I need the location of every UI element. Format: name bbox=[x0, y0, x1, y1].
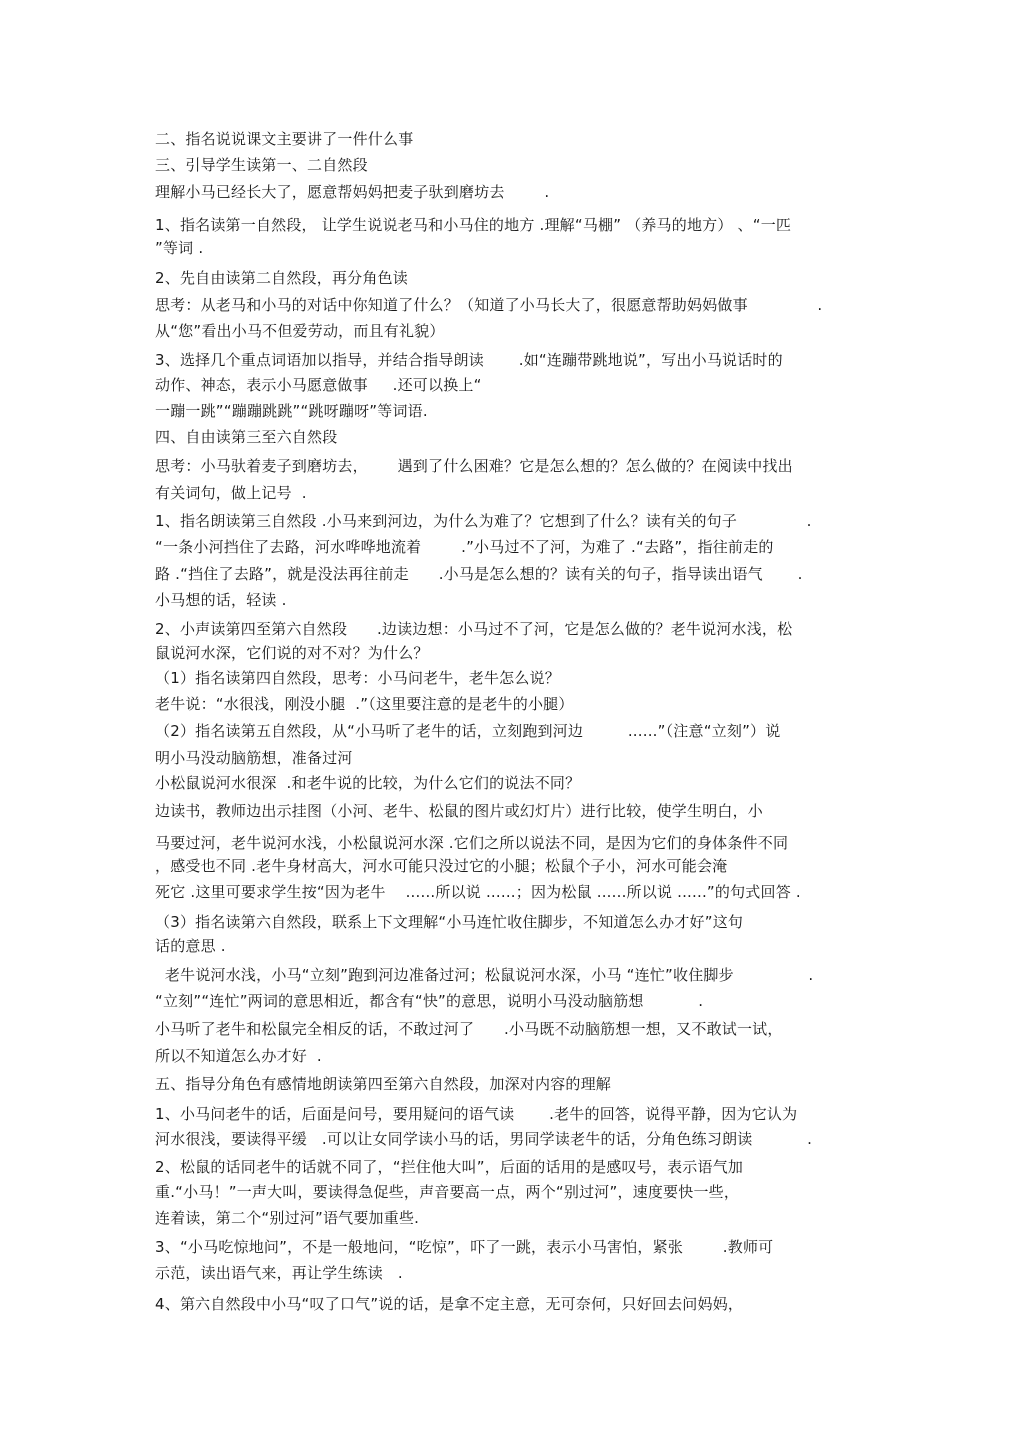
text-line: 示范，读出语气来，再让学生练读 . bbox=[155, 1264, 403, 1282]
text-line: ，感受也不同 .老牛身材高大，河水可能只没过它的小腿；松鼠个子小，河水可能会淹 bbox=[155, 857, 728, 875]
text-line: 3、选择几个重点词语加以指导，并结合指导朗读 .如“连蹦带跳地说”，写出小马说话时的 bbox=[155, 351, 783, 369]
text-line: 鼠说河水深，它们说的对不对？为什么？ bbox=[155, 644, 429, 662]
text-line: 一蹦一跳”“蹦蹦跳跳”“跳呀蹦呀”等词语. bbox=[155, 402, 428, 420]
text-line: 死它 .这里可要求学生按“因为老牛 ......所以说 ......；因为松鼠 ......所以说 ......”的句式回答 . bbox=[155, 883, 801, 901]
text-line: 4、第六自然段中小马“叹了口气”说的话，是拿不定主意，无可奈何，只好回去问妈妈， bbox=[155, 1295, 744, 1313]
text-line: 从“您”看出小马不但爱劳动，而且有礼貌） bbox=[155, 322, 445, 340]
text-line: 话的意思 . bbox=[155, 937, 226, 955]
text-line: 明小马没动脑筋想，准备过河 bbox=[155, 749, 353, 767]
text-line: 1、指名读第一自然段， 让学生说说老马和小马住的地方 .理解“马棚” （养马的地方） 、“一匹 bbox=[155, 216, 792, 234]
text-line: 2、小声读第四至第六自然段 .边读边想：小马过不了河，它是怎么做的？老牛说河水浅，松 bbox=[155, 620, 793, 638]
text-line: 理解小马已经长大了，愿意帮妈妈把麦子驮到磨坊去 . bbox=[155, 183, 550, 201]
text-line: 动作、神态，表示小马愿意做事 .还可以换上“ bbox=[155, 376, 482, 394]
text-line: 重.“小马！”一声大叫，要读得急促些，声音要高一点，两个“别过河”，速度要快一些， bbox=[155, 1183, 740, 1201]
text-line: ”等词 . bbox=[155, 239, 204, 257]
text-line: 马要过河，老牛说河水浅，小松鼠说河水深 .它们之所以说法不同，是因为它们的身体条件不同 bbox=[155, 834, 789, 852]
text-line: 所以不知道怎么办才好 . bbox=[155, 1047, 322, 1065]
text-line: （2）指名读第五自然段，从“小马听了老牛的话，立刻跑到河边 ......”（注意“立刻”）说 bbox=[155, 722, 781, 740]
text-line: 二、指名说说课文主要讲了一件什么事 bbox=[155, 130, 414, 148]
text-line: 小松鼠说河水很深 .和老牛说的比较，为什么它们的说法不同？ bbox=[155, 774, 581, 792]
text-line: 有关词句，做上记号 . bbox=[155, 484, 307, 502]
text-line: （3）指名读第六自然段，联系上下文理解“小马连忙收住脚步，不知道怎么办才好”这句 bbox=[155, 913, 744, 931]
text-line: 2、先自由读第二自然段，再分角色读 bbox=[155, 269, 408, 287]
text-line: 老牛说：“水很浅，刚没小腿 .”（这里要注意的是老牛的小腿） bbox=[155, 695, 574, 713]
text-line: 1、小马问老牛的话，后面是问号，要用疑问的语气读 .老牛的回答，说得平静，因为它认为 bbox=[155, 1105, 798, 1123]
text-line: 小马想的话，轻读 . bbox=[155, 591, 287, 609]
text-line: 连着读，第二个“别过河”语气要加重些. bbox=[155, 1209, 420, 1227]
text-line: 老牛说河水浅，小马“立刻”跑到河边准备过河；松鼠说河水深，小马 “连忙”收住脚步 . bbox=[155, 966, 814, 984]
text-line: 三、引导学生读第一、二自然段 bbox=[155, 156, 368, 174]
text-line: 四、自由读第三至六自然段 bbox=[155, 428, 338, 446]
text-line: 思考：从老马和小马的对话中你知道了什么？（知道了小马长大了，很愿意帮助妈妈做事 . bbox=[155, 296, 823, 314]
text-line: 2、松鼠的话同老牛的话就不同了，“拦住他大叫”，后面的话用的是感叹号，表示语气加 bbox=[155, 1158, 744, 1176]
text-line: 五、指导分角色有感情地朗读第四至第六自然段，加深对内容的理解 bbox=[155, 1075, 612, 1093]
text-line: 小马听了老牛和松鼠完全相反的话，不敢过河了 .小马既不动脑筋想一想，又不敢试一试， bbox=[155, 1020, 783, 1038]
text-line: “一条小河挡住了去路，河水哗哗地流着 .”小马过不了河，为难了 .“去路”，指往前走的 bbox=[155, 538, 774, 556]
text-line: 边读书，教师边出示挂图（小河、老牛、松鼠的图片或幻灯片）进行比较，使学生明白，小 bbox=[155, 802, 764, 820]
text-line: 思考：小马驮着麦子到磨坊去， 遇到了什么困难？它是怎么想的？怎么做的？在阅读中找出 bbox=[155, 457, 793, 475]
text-line: （1）指名读第四自然段，思考：小马问老牛，老牛怎么说？ bbox=[155, 669, 560, 687]
text-line: 河水很浅，要读得平缓 .可以让女同学读小马的话，男同学读老牛的话，分角色练习朗读 . bbox=[155, 1130, 813, 1148]
text-line: 路 .“挡住了去路”，就是没法再往前走 .小马是怎么想的？读有关的句子，指导读出语气 . bbox=[155, 565, 803, 583]
text-line: 1、指名朗读第三自然段 .小马来到河边，为什么为难了？它想到了什么？读有关的句子 . bbox=[155, 512, 812, 530]
text-line: 3、“小马吃惊地问”，不是一般地问，“吃惊”，吓了一跳，表示小马害怕，紧张 .教师可 bbox=[155, 1238, 774, 1256]
text-line: “立刻”“连忙”两词的意思相近，都含有“快”的意思，说明小马没动脑筋想 . bbox=[155, 992, 704, 1010]
